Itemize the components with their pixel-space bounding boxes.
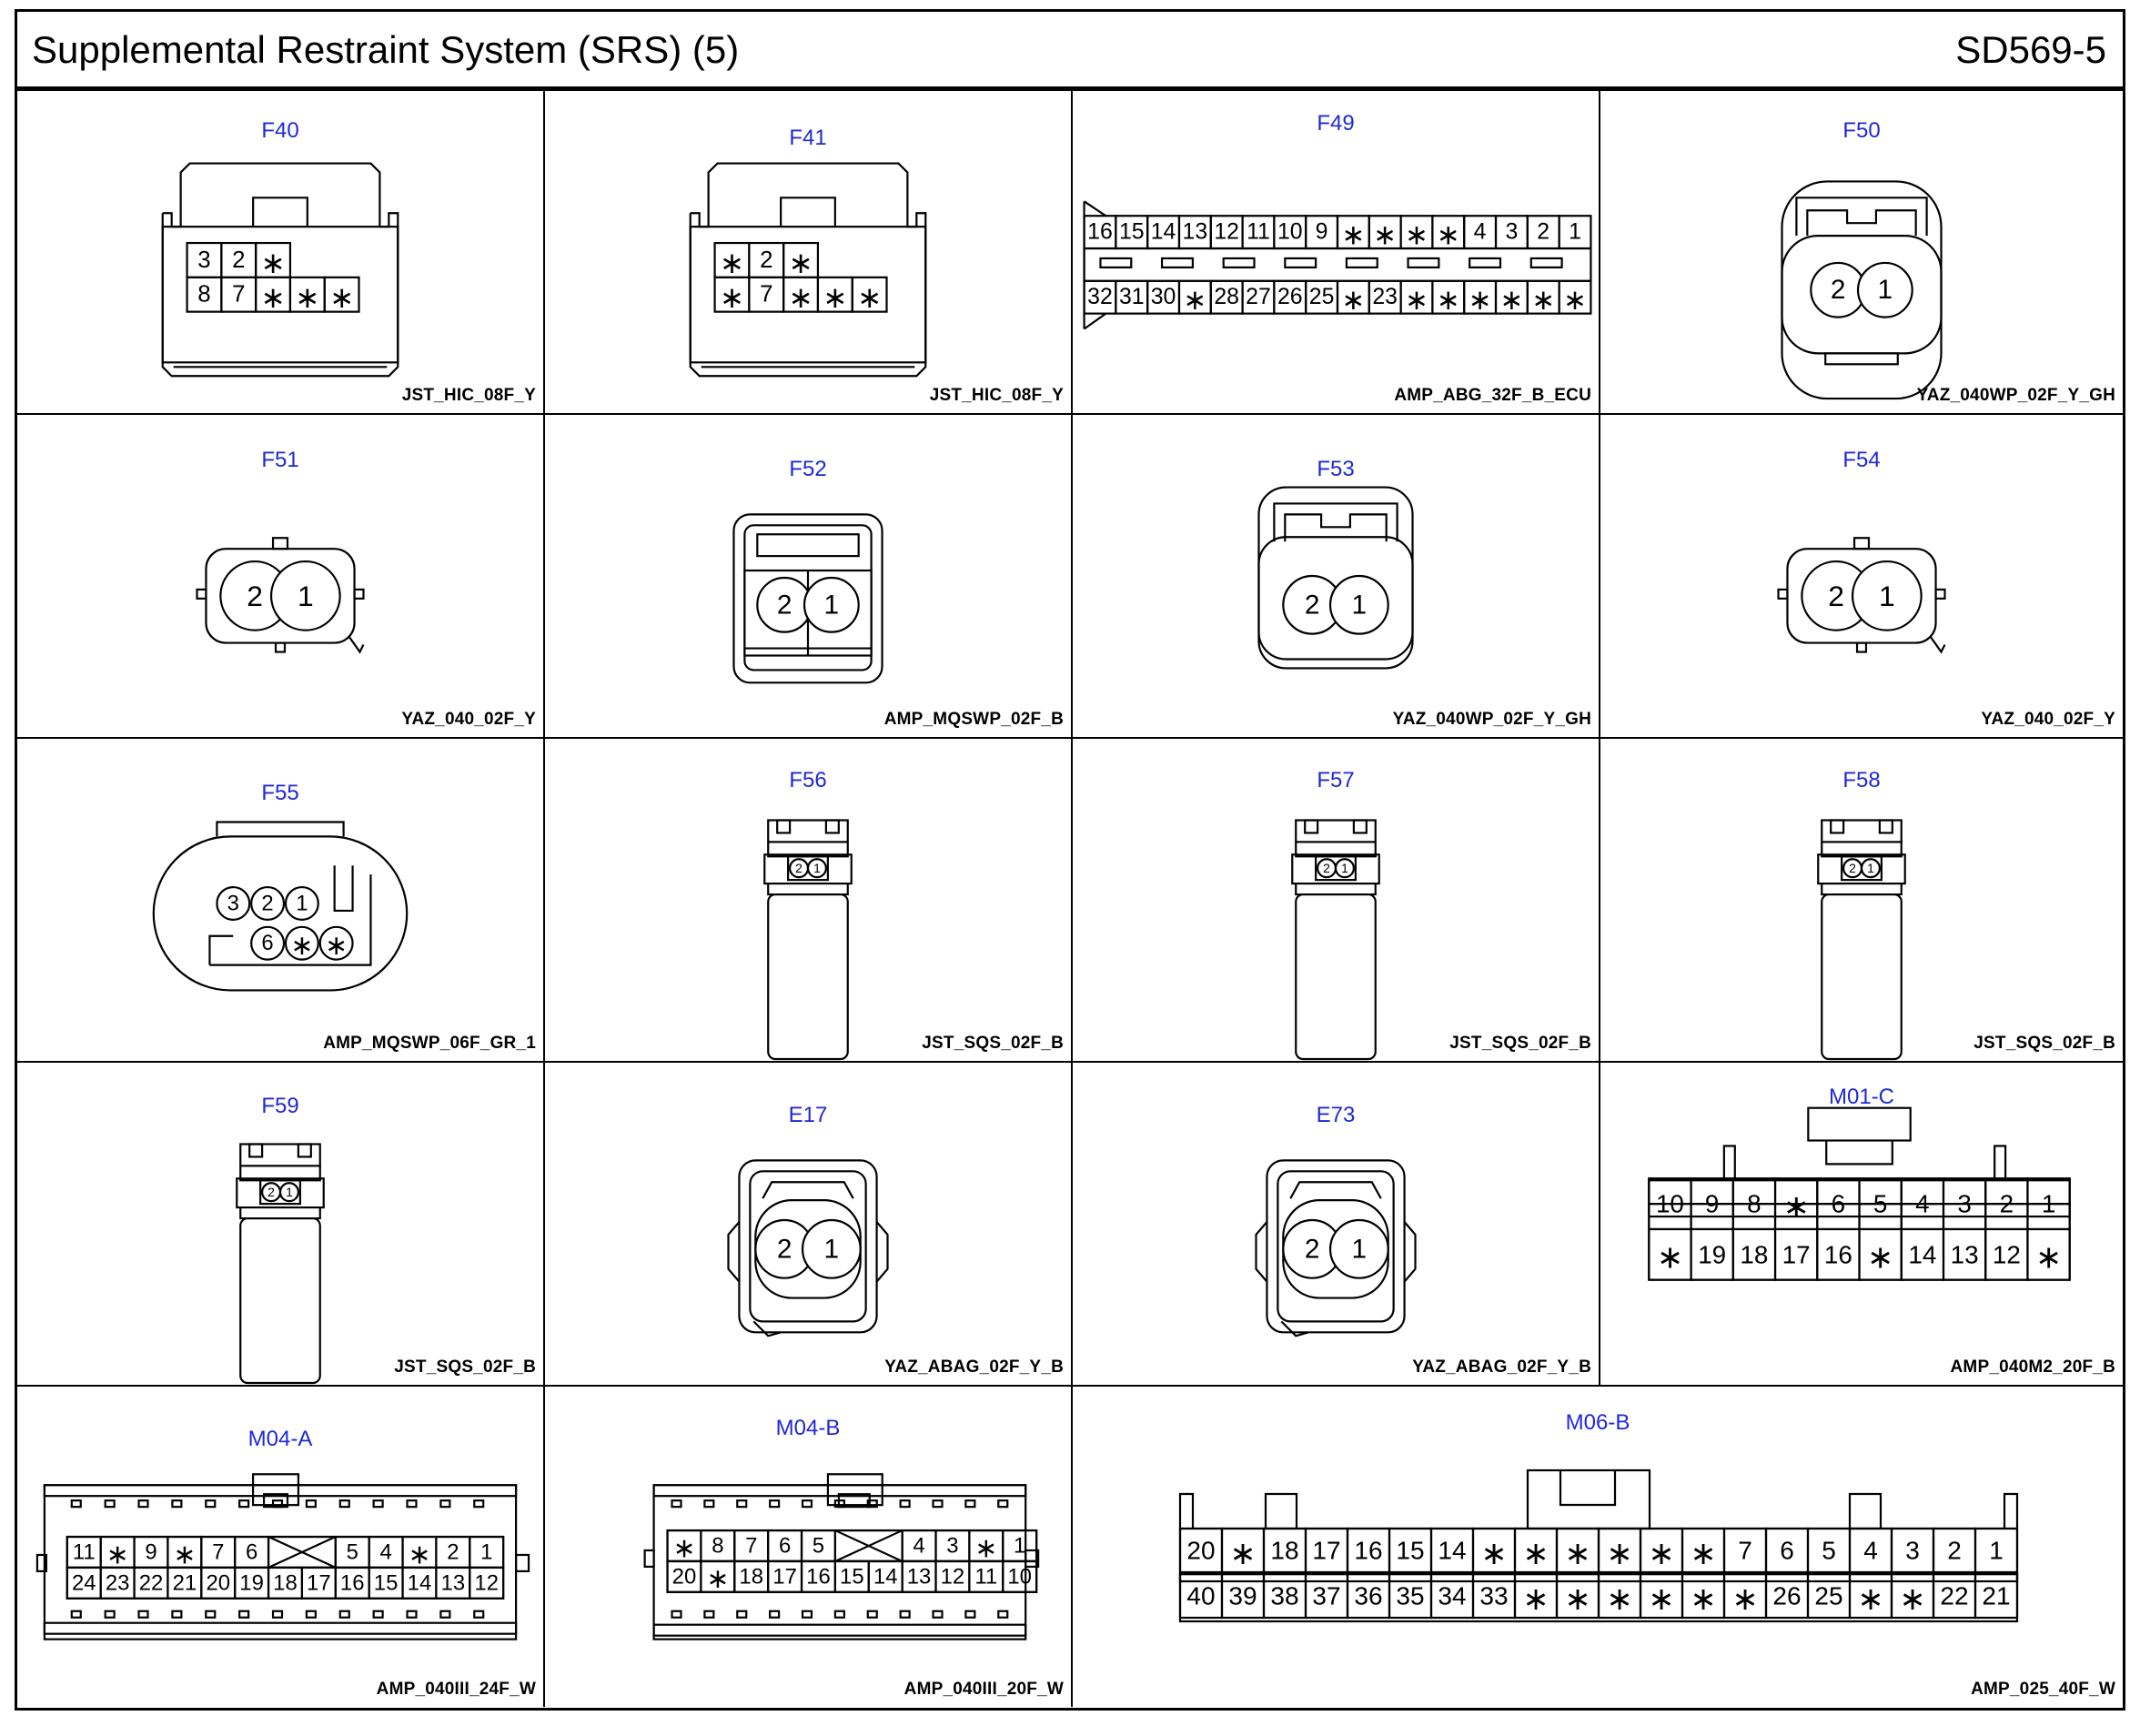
- connector-id-label: F59: [261, 1094, 299, 1118]
- empty-cavity-star: ∗: [329, 280, 355, 314]
- pin-number: 34: [1438, 1581, 1467, 1610]
- connector-drawing: [1600, 1063, 2123, 1385]
- pin-number: 12: [940, 1564, 965, 1590]
- pin-number: 2: [1304, 590, 1320, 621]
- pin-number: 18: [1270, 1536, 1299, 1565]
- pin-number: 4: [1863, 1536, 1878, 1565]
- pin-number: 2: [776, 1234, 792, 1265]
- connector-id-label: F55: [261, 781, 299, 805]
- connector-part-number: JST_SQS_02F_B: [922, 1034, 1064, 1053]
- pin-number: 2: [1537, 219, 1550, 245]
- pin-number: 16: [1087, 219, 1113, 245]
- pin-number: 7: [745, 1533, 758, 1559]
- pin-number: 20: [671, 1564, 697, 1590]
- empty-cavity-star: ∗: [823, 280, 848, 314]
- pin-number: 14: [1150, 219, 1176, 245]
- pin-number: 2: [261, 891, 274, 916]
- empty-cavity-star: ∗: [1690, 1535, 1717, 1571]
- empty-cavity-star: ∗: [106, 1539, 129, 1570]
- connector-id-label: M01-C: [1828, 1085, 1894, 1109]
- connector-f49: [1073, 91, 1600, 415]
- connector-f57: [1073, 739, 1600, 1063]
- page-header: [17, 12, 2123, 91]
- connector-e73: [1073, 1063, 1600, 1387]
- pin-number: 8: [197, 281, 211, 308]
- pin-number: 33: [1479, 1581, 1509, 1610]
- empty-cavity-star: ∗: [1606, 1535, 1633, 1571]
- pin-number: 3: [1505, 219, 1519, 245]
- pin-number: 7: [760, 281, 773, 308]
- pin-number: 18: [273, 1570, 298, 1596]
- empty-cavity-star: ∗: [1648, 1535, 1675, 1571]
- empty-cavity-star: ∗: [1656, 1239, 1684, 1276]
- pin-number: 2: [1849, 861, 1856, 876]
- empty-cavity-star: ∗: [1468, 284, 1492, 317]
- pin-number: 1: [1351, 590, 1368, 621]
- pin-number: 40: [1186, 1581, 1216, 1610]
- pin-number: 3: [946, 1533, 959, 1559]
- connector-m06-b: [1073, 1387, 2123, 1707]
- pin-number: 20: [1186, 1536, 1216, 1565]
- pin-number: 3: [1905, 1536, 1920, 1565]
- pin-number: 38: [1270, 1581, 1299, 1610]
- pin-number: 6: [778, 1533, 792, 1559]
- pin-number: 2: [268, 1185, 275, 1200]
- empty-cavity-star: ∗: [1404, 218, 1429, 251]
- pin-number: 24: [71, 1570, 96, 1596]
- pin-number: 2: [1830, 275, 1846, 306]
- empty-cavity-star: ∗: [1229, 1535, 1257, 1571]
- connector-e17: [545, 1063, 1073, 1387]
- pin-number: 2: [1947, 1536, 1962, 1565]
- pin-number: 16: [1823, 1240, 1852, 1269]
- pin-number: 13: [440, 1570, 466, 1596]
- pin-number: 1: [1341, 861, 1348, 876]
- empty-cavity-star: ∗: [719, 247, 745, 280]
- connector-part-number: YAZ_040WP_02F_Y_GH: [1392, 710, 1591, 729]
- pin-number: 5: [346, 1539, 358, 1565]
- empty-cavity-star: ∗: [1183, 284, 1207, 317]
- pin-number: 4: [1915, 1189, 1930, 1218]
- pin-number: 1: [813, 861, 821, 876]
- pin-number: 16: [339, 1570, 365, 1596]
- empty-cavity-star: ∗: [1404, 284, 1429, 317]
- pin-number: 9: [1315, 219, 1328, 245]
- connector-id-label: F52: [789, 457, 827, 481]
- empty-cavity-star: ∗: [1782, 1188, 1810, 1225]
- pin-number: 8: [1747, 1189, 1761, 1218]
- pin-number: 12: [474, 1570, 500, 1596]
- connector-part-number: JST_SQS_02F_B: [394, 1358, 536, 1377]
- pin-number: 16: [806, 1564, 831, 1590]
- connector-part-number: YAZ_ABAG_02F_Y_B: [884, 1358, 1064, 1377]
- pin-number: 2: [776, 590, 792, 621]
- empty-cavity-star: ∗: [1499, 284, 1524, 317]
- connector-part-number: AMP_040III_20F_W: [903, 1680, 1064, 1699]
- pin-number: 39: [1228, 1581, 1257, 1610]
- pin-number: 4: [1473, 219, 1487, 245]
- connector-id-label: F58: [1842, 768, 1881, 792]
- empty-cavity-star: ∗: [1564, 1580, 1591, 1617]
- pin-number: 14: [407, 1570, 432, 1596]
- pin-number: 1: [1569, 219, 1581, 245]
- pin-number: 1: [1878, 579, 1895, 612]
- pin-number: 27: [1246, 285, 1271, 310]
- pin-number: 1: [1867, 861, 1874, 876]
- empty-cavity-star: ∗: [1606, 1580, 1633, 1617]
- pin-number: 2: [1304, 1234, 1320, 1265]
- pin-number: 22: [1940, 1581, 1969, 1610]
- connector-part-number: YAZ_ABAG_02F_Y_B: [1412, 1358, 1591, 1377]
- connector-drawing: [1073, 91, 1599, 413]
- connector-part-number: JST_HIC_08F_Y: [401, 386, 536, 405]
- pin-number: 9: [145, 1539, 157, 1565]
- empty-cavity-star: ∗: [1436, 218, 1460, 251]
- connector-grid: [17, 91, 2123, 1708]
- connector-part-number: AMP_040M2_20F_B: [1950, 1358, 2115, 1377]
- pin-number: 6: [261, 931, 274, 956]
- connector-m04-a: [17, 1387, 545, 1707]
- pin-number: 1: [1351, 1234, 1368, 1265]
- connector-f56: [545, 739, 1073, 1063]
- empty-cavity-star: ∗: [1857, 1580, 1884, 1617]
- connector-id-label: E73: [1316, 1103, 1356, 1127]
- pin-number: 6: [1831, 1189, 1846, 1218]
- pin-number: 5: [1872, 1189, 1888, 1218]
- pin-number: 21: [1982, 1581, 2011, 1610]
- pin-number: 10: [1277, 219, 1303, 245]
- pin-number: 1: [296, 891, 308, 916]
- connector-part-number: JST_SQS_02F_B: [1449, 1034, 1591, 1053]
- connector-part-number: AMP_MQSWP_06F_GR_1: [323, 1034, 536, 1053]
- pin-number: 17: [772, 1564, 797, 1590]
- pin-number: 14: [873, 1564, 898, 1590]
- connector-f50: [1600, 91, 2123, 415]
- pin-number: 3: [1957, 1189, 1972, 1218]
- page-title: Supplemental Restraint System (SRS) (5): [32, 28, 740, 71]
- pin-number: 30: [1150, 285, 1176, 310]
- pin-number: 2: [447, 1539, 459, 1565]
- pin-number: 3: [197, 247, 211, 273]
- pin-number: 2: [760, 247, 773, 273]
- connector-part-number: YAZ_040WP_02F_Y_GH: [1916, 386, 2115, 405]
- pin-number: 19: [1698, 1240, 1727, 1269]
- empty-cavity-star: ∗: [1648, 1580, 1675, 1617]
- pin-number: 23: [1372, 285, 1398, 310]
- empty-cavity-star: ∗: [788, 280, 813, 314]
- document-id: SD569-5: [1955, 28, 2106, 71]
- pin-number: 2: [1828, 579, 1845, 612]
- pin-number: 2: [795, 861, 802, 876]
- pin-number: 6: [245, 1539, 258, 1565]
- pin-number: 11: [72, 1539, 96, 1565]
- connector-f55: [17, 739, 545, 1063]
- connector-f40: [17, 91, 545, 415]
- pin-number: 2: [1323, 861, 1330, 876]
- pin-number: 15: [373, 1570, 399, 1596]
- pin-number: 17: [307, 1570, 331, 1596]
- empty-cavity-star: ∗: [173, 1539, 197, 1570]
- pin-number: 1: [1989, 1536, 2004, 1565]
- connector-part-number: JST_HIC_08F_Y: [929, 386, 1064, 405]
- connector-id-label: F41: [789, 126, 827, 150]
- empty-cavity-star: ∗: [1522, 1580, 1549, 1617]
- pin-number: 7: [1738, 1536, 1752, 1565]
- pin-number: 37: [1312, 1581, 1341, 1610]
- pin-number: 28: [1214, 285, 1239, 310]
- empty-cavity-star: ∗: [1731, 1580, 1759, 1617]
- pin-number: 2: [1999, 1189, 2014, 1218]
- empty-cavity-star: ∗: [1690, 1580, 1717, 1617]
- connector-id-label: F53: [1317, 457, 1355, 481]
- pin-number: 26: [1772, 1581, 1802, 1610]
- connector-m01-c: [1600, 1063, 2123, 1387]
- connector-part-number: AMP_040III_24F_W: [376, 1680, 536, 1699]
- empty-cavity-star: ∗: [1436, 284, 1460, 317]
- connector-part-number: AMP_025_40F_W: [1971, 1680, 2115, 1699]
- empty-cavity-star: ∗: [788, 247, 813, 280]
- pin-number: 1: [823, 590, 840, 621]
- pin-number: 7: [212, 1539, 225, 1565]
- empty-cavity-star: ∗: [672, 1533, 696, 1564]
- pin-number: 31: [1118, 285, 1145, 310]
- pin-number: 16: [1354, 1536, 1383, 1565]
- pin-number: 18: [1740, 1240, 1769, 1269]
- pin-number: 23: [105, 1570, 130, 1596]
- pin-number: 15: [1118, 219, 1145, 245]
- connector-f51: [17, 415, 545, 739]
- pin-number: 11: [1247, 219, 1270, 245]
- connector-part-number: JST_SQS_02F_B: [1973, 1034, 2115, 1053]
- pin-number: 13: [906, 1564, 932, 1590]
- empty-cavity-star: ∗: [1899, 1580, 1926, 1617]
- connector-part-number: AMP_ABG_32F_B_ECU: [1394, 386, 1591, 405]
- pin-number: 1: [1014, 1533, 1026, 1559]
- pin-number: 15: [840, 1564, 864, 1590]
- empty-cavity-star: ∗: [260, 247, 286, 280]
- empty-cavity-star: ∗: [1522, 1535, 1549, 1571]
- connector-id-label: F40: [261, 118, 299, 143]
- pin-number: 18: [739, 1564, 764, 1590]
- empty-cavity-star: ∗: [1531, 284, 1556, 317]
- pin-number: 1: [1877, 275, 1893, 306]
- empty-cavity-star: ∗: [1480, 1535, 1508, 1571]
- connector-id-label: M04-B: [775, 1416, 841, 1440]
- pin-number: 26: [1277, 285, 1303, 310]
- connector-f58: [1600, 739, 2123, 1063]
- pin-number: 19: [239, 1570, 264, 1596]
- empty-cavity-star: ∗: [1341, 284, 1366, 317]
- connector-id-label: M06-B: [1565, 1410, 1630, 1435]
- empty-cavity-star: ∗: [295, 280, 320, 314]
- connector-id-label: F54: [1842, 448, 1881, 472]
- connector-f59: [17, 1063, 545, 1387]
- pin-number: 22: [138, 1570, 164, 1596]
- connector-part-number: YAZ_040_02F_Y: [401, 710, 536, 729]
- pin-number: 10: [1007, 1564, 1032, 1590]
- empty-cavity-star: ∗: [857, 280, 883, 314]
- empty-cavity-star: ∗: [1562, 284, 1588, 317]
- pin-number: 1: [286, 1185, 293, 1200]
- pin-number: 1: [480, 1539, 493, 1565]
- pin-number: 4: [913, 1533, 925, 1559]
- pin-number: 25: [1308, 285, 1335, 310]
- empty-cavity-star: ∗: [408, 1539, 431, 1570]
- pin-number: 9: [1704, 1189, 1720, 1218]
- connector-f41: [545, 91, 1073, 415]
- pin-number: 10: [1655, 1189, 1684, 1218]
- connector-id-label: F50: [1842, 118, 1881, 143]
- pin-number: 13: [1950, 1240, 1979, 1269]
- connector-part-number: YAZ_040_02F_Y: [1981, 710, 2115, 729]
- pin-number: 13: [1182, 219, 1208, 245]
- pin-number: 2: [247, 579, 264, 612]
- empty-cavity-star: ∗: [2035, 1239, 2063, 1276]
- pin-number: 11: [974, 1564, 998, 1590]
- pin-number: 36: [1354, 1581, 1383, 1610]
- connector-id-label: M04-A: [247, 1427, 313, 1451]
- pin-number: 17: [1782, 1240, 1811, 1269]
- pin-number: 15: [1396, 1536, 1425, 1565]
- empty-cavity-star: ∗: [290, 931, 314, 962]
- pin-number: 21: [172, 1570, 197, 1596]
- pin-number: 20: [206, 1570, 231, 1596]
- empty-cavity-star: ∗: [1341, 218, 1366, 251]
- pin-number: 6: [1780, 1536, 1794, 1565]
- connector-m04-b: [545, 1387, 1073, 1707]
- empty-cavity-star: ∗: [1564, 1535, 1591, 1571]
- pin-number: 2: [232, 247, 246, 273]
- pin-number: 32: [1087, 285, 1113, 310]
- pin-number: 1: [2041, 1189, 2056, 1218]
- pin-number: 5: [812, 1533, 825, 1559]
- connector-id-label: F57: [1317, 768, 1355, 792]
- connector-part-number: AMP_MQSWP_02F_B: [883, 710, 1064, 729]
- connector-f52: [545, 415, 1073, 739]
- pin-number: 5: [1822, 1536, 1836, 1565]
- connector-id-label: E17: [788, 1103, 828, 1127]
- pin-number: 4: [379, 1539, 392, 1565]
- empty-cavity-star: ∗: [1373, 218, 1398, 251]
- empty-cavity-star: ∗: [974, 1533, 998, 1564]
- diagram-frame: [15, 9, 2125, 1711]
- pin-number: 12: [1214, 219, 1239, 245]
- pin-number: 1: [823, 1234, 840, 1265]
- empty-cavity-star: ∗: [325, 931, 348, 962]
- empty-cavity-star: ∗: [1867, 1239, 1894, 1276]
- pin-number: 12: [1992, 1240, 2021, 1269]
- empty-cavity-star: ∗: [260, 280, 286, 314]
- connector-f53: [1073, 415, 1600, 739]
- pin-number: 25: [1814, 1581, 1843, 1610]
- connector-id-label: F56: [789, 768, 827, 792]
- pin-number: 7: [232, 281, 246, 308]
- pin-number: 3: [227, 891, 239, 916]
- empty-cavity-star: ∗: [706, 1564, 730, 1595]
- pin-number: 8: [712, 1533, 724, 1559]
- pin-number: 35: [1396, 1581, 1425, 1610]
- connector-id-label: F49: [1317, 111, 1355, 136]
- pin-number: 14: [1438, 1536, 1467, 1565]
- connector-id-label: F51: [261, 448, 299, 472]
- pin-number: 17: [1312, 1536, 1341, 1565]
- connector-f54: [1600, 415, 2123, 739]
- empty-cavity-star: ∗: [719, 280, 745, 314]
- pin-number: 14: [1908, 1240, 1937, 1269]
- pin-number: 1: [297, 579, 314, 612]
